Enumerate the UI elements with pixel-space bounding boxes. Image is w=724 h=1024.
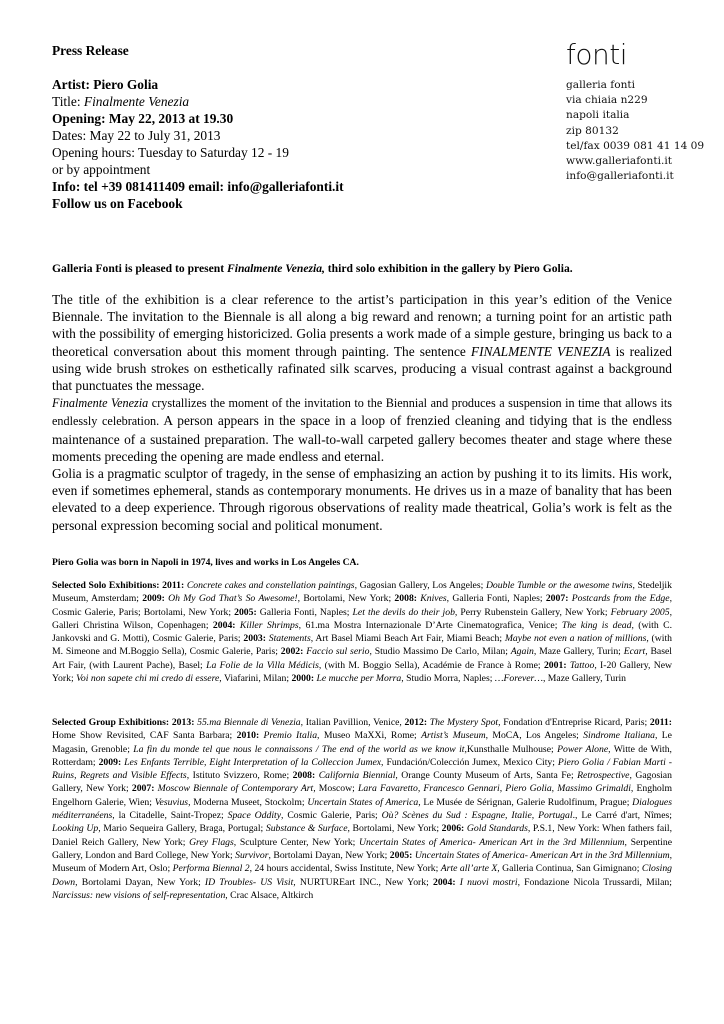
exhibition-venue: , Maze Gallery, Turin;	[533, 646, 624, 658]
gallery-web-link[interactable]: www.galleriafonti.it	[566, 155, 673, 168]
exhibition-venue: , 24 hours accidental, Swiss Institute, New York;	[249, 863, 441, 875]
exhibition-venue: , Art Basel Miami Beach Art Fair, Miami Beach;	[310, 633, 505, 645]
year-colon: :	[262, 633, 269, 645]
gallery-street: via chiaia n229	[566, 94, 648, 107]
exhibition-entry	[235, 850, 390, 861]
exhibition-year: 2004	[212, 619, 233, 631]
exhibition-year: 2004	[432, 876, 453, 888]
exhibition-entry	[133, 744, 557, 755]
exhibition-title: Narcissus: new visions of self-representation	[52, 889, 226, 901]
exhibition-venue: , Museo MaXXi, Rome;	[317, 730, 422, 742]
exhibition-year: 2003	[243, 633, 263, 645]
exhibition-venue: , Galleri Christina Wilson, Copenhagen;	[52, 606, 672, 631]
gallery-zip: zip 80132	[566, 124, 619, 137]
exhibition-title: Space Oddity	[227, 810, 282, 822]
exhibition-venue: , (with M. Simeone and M.Boggio Sella), Cosmic Galerie, Paris;	[52, 633, 673, 658]
exhibition-entry	[172, 717, 405, 728]
exhibition-title: Maybe not even a nation of millions	[504, 633, 647, 645]
exhibition-title: Oh My God That’s So Awesome!	[168, 593, 298, 605]
exhibition-venue: , (with M. Boggio Sella), Académie de France à Rome;	[318, 659, 544, 671]
exhibition-venue: , Cosmic Galerie, Paris;	[281, 810, 382, 822]
exhibition-entry	[441, 863, 642, 874]
exhibition-title: …Forever…	[494, 673, 543, 685]
exhibition-venue: , Moderna Museet, Stockolm;	[188, 796, 308, 808]
exhibition-year: 2007	[131, 783, 152, 795]
exhibition-entry	[189, 837, 359, 848]
exhibition-title: Gold Standards	[466, 823, 528, 835]
exhibition-venue: ., Le Carré d'art, Nîmes;	[572, 810, 672, 822]
exhibition-title: 55.ma Biennale di Venezia,	[197, 717, 304, 728]
intro-line	[52, 262, 672, 275]
year-colon: :	[563, 659, 570, 671]
exhibition-venue: , Museum of Modern Art, Oslo;	[52, 849, 672, 875]
exhibition-venue: , Fondazione Nicola Trussardi, Milan;	[517, 876, 672, 888]
year-colon: :	[668, 717, 672, 728]
exhibition-title: Grey Flags	[189, 836, 234, 848]
exhibition-venue: , la Citadelle, Saint-Tropez;	[112, 810, 228, 822]
exhibition-entry	[243, 633, 504, 644]
exhibition-entry	[132, 783, 358, 794]
group-label: Selected Group Exhibitions:	[52, 717, 172, 728]
year-colon: :	[461, 823, 467, 835]
gallery-name: galleria fonti	[566, 79, 636, 91]
gallery-city: napoli italia	[566, 109, 630, 122]
exhibition-entry	[205, 877, 433, 888]
exhibition-title: Vesuvius	[154, 796, 189, 808]
exhibition-title: Finalmente Venezia	[83, 94, 190, 109]
exhibition-year: 2009	[142, 593, 162, 605]
exhibition-venue: , Orange County Museum of Arts, Santa Fe;	[395, 770, 578, 782]
year-colon: :	[191, 717, 198, 728]
exhibition-entry	[52, 890, 313, 901]
intro-before: Galleria Fonti is pleased to present	[52, 262, 227, 275]
exhibition-year: 2007	[545, 593, 566, 605]
exhibition-venue: , (with C. Jankovski and G. Motti), Cosmic Galerie, Paris;	[52, 619, 672, 645]
exhibition-entry	[237, 730, 422, 741]
exhibition-title: Killer Shrimps	[239, 619, 299, 631]
exhibition-title: Premio Italia	[263, 730, 318, 742]
dates-line: Dates: May 22 to July 31, 2013	[52, 128, 221, 143]
exhibition-title: Postcards from the Edge	[571, 593, 670, 605]
title-line	[52, 93, 472, 110]
year-colon: :	[413, 593, 421, 605]
p1-text-b: is realized using wide brush strokes on esthetically rafinated silk scarves, producing a visual contrast against a background that punctuates the message.	[52, 343, 672, 394]
exhibition-title: Survivor	[235, 849, 269, 861]
exhibition-title: Retrospective	[577, 770, 630, 782]
gallery-email-link[interactable]: info@galleriafonti.it	[566, 170, 674, 183]
title-label: Title:	[52, 94, 84, 109]
exhibition-title: Again	[510, 646, 534, 658]
exhibition-venue: , Bortolami, New York;	[347, 823, 442, 835]
exhibition-venue: , MoCA, Los Angeles;	[485, 730, 584, 742]
exhibition-year: 2006	[441, 823, 462, 835]
exhibition-title: La fin du monde tel que nous le connaissons / The end of the world as we know it,	[133, 743, 467, 755]
exhibition-title: The king is dead	[561, 619, 632, 631]
exhibition-entry	[281, 646, 511, 657]
exhibition-title: Looking Up	[52, 823, 99, 835]
exhibition-title: Let the devils do their job	[352, 606, 455, 618]
exhibition-entry	[421, 730, 583, 741]
exhibition-year: 2012	[404, 717, 424, 728]
exhibition-title: Voi non sapete chi mi credo di essere	[76, 673, 220, 685]
paragraph-1	[52, 291, 672, 394]
exhibition-year: 2009	[98, 756, 118, 768]
exhibition-venue: , Bortolami Dayan, New York;	[75, 876, 205, 888]
fonti-logo: fonti	[566, 38, 627, 71]
exhibition-entry	[206, 660, 544, 671]
exhibition-year: 2000	[291, 673, 311, 685]
exhibition-title: Uncertain States of America- American Art in the 3rd Millennium	[359, 836, 625, 848]
exhibition-title: ID Troubles- US Visit	[204, 876, 294, 888]
exhibition-title: February 2005	[610, 606, 670, 618]
exhibition-venue: , Maze Gallery, Turin	[542, 673, 626, 685]
paragraph-2	[52, 394, 672, 465]
exhibition-title: Artist’s Museum	[421, 730, 486, 742]
exhibition-venue: , Gagosian Gallery, Los Angeles;	[354, 580, 486, 591]
opening-line: Opening: May 22, 2013 at 19.30	[52, 111, 234, 126]
exhibition-venue: , Cosmic Galerie, Paris; Bortolami, New York;	[52, 593, 672, 618]
exhibition-venue: , Viafarini, Milan;	[219, 673, 292, 685]
artist-bio: Piero Golia was born in Napoli in 1974, lives and works in Los Angeles CA.	[52, 557, 359, 568]
exhibition-entry	[291, 673, 494, 684]
press-release-heading: Press Release	[52, 43, 129, 58]
exhibition-venue: , Bortolami, New York;	[297, 593, 395, 605]
exhibition-entry	[433, 877, 672, 888]
gallery-tel: tel/fax 0039 081 41 14 09	[566, 139, 705, 152]
exhibition-entry	[76, 673, 291, 684]
exhibition-venue: , Mario Sequeira Gallery, Braga, Portugal;	[98, 823, 266, 835]
exhibition-venue: , Galleria Continua, San Gimignano;	[497, 863, 642, 875]
p2-text-b: A person appears in the space in a loop of frenzied cleaning and tidying that is the endless maintenance of a sustained preparation. The wall-to-wall carpeted gallery becomes theater and stage where these moments preceding the opening are made endless and eternal.	[52, 413, 672, 464]
exhibition-title: Tattoo	[569, 659, 595, 671]
exhibition-entry	[353, 607, 611, 618]
year-colon: :	[423, 717, 430, 728]
gallery-block	[566, 38, 716, 184]
gallery-contact	[566, 78, 716, 184]
exhibition-year: 2008	[292, 770, 313, 782]
intro-title: Finalmente Venezia,	[226, 262, 325, 275]
exhibition-entry	[52, 823, 266, 834]
exhibition-title: Sindrome Italiana	[583, 730, 655, 742]
paragraph-3: Golia is a pragmatic sculptor of tragedy, in the sense of emphasizing an action by pushing it to its limits. His work, even if sometimes ephemeral, stands as contemporary monuments. He drives us in a maze of banality that has been elevated to a deep experience. Through rigorous observations of reality made theatrical, Golia’s work is felt as the personal expression becoming social and political monument.	[52, 466, 672, 533]
exhibition-venue: , Studio Morra, Naples;	[401, 673, 495, 685]
exhibition-title: California Biennial	[318, 770, 396, 782]
exhibition-entry	[495, 673, 626, 684]
exhibition-title: Le mucche per Morra	[316, 673, 402, 685]
year-colon: :	[409, 849, 415, 861]
exhibition-venue: Italian Pavillion, Venice,	[303, 717, 405, 728]
exhibition-venue: , Bortolami Dayan, New York;	[268, 849, 390, 861]
year-colon: :	[310, 673, 317, 685]
exhibition-entry	[307, 797, 632, 808]
exhibition-venue: , Sculpture Center, New York;	[233, 836, 360, 848]
exhibition-venue: , Le Magasin, Grenoble;	[52, 730, 672, 755]
exhibition-title: Lara Favaretto, Francesco Gennari, Piero Golia, Massimo Grimaldi	[357, 783, 631, 795]
exhibition-venue: , NURTUREart INC., New York;	[293, 876, 433, 888]
exhibition-venue: , Witte de With, Rotterdam;	[52, 743, 672, 768]
exhibition-year: 2013	[171, 717, 192, 728]
exhibition-entry	[162, 580, 486, 591]
exhibition-title: The Mystery Spot,	[429, 717, 501, 728]
exhibition-title: Dialogues méditerranéens	[52, 796, 672, 822]
exhibition-title: Arte all’arte X	[440, 863, 498, 875]
exhibition-venue: Kunsthalle Mulhouse;	[466, 743, 558, 755]
exhibition-title: Knives	[420, 593, 447, 605]
exhibition-title: Concrete cakes and constellation paintings	[186, 580, 355, 591]
exhibition-venue: , Serpentine Gallery, London and Bard College, New York;	[52, 836, 672, 861]
exhibition-year: 2005	[234, 606, 254, 618]
year-colon: :	[253, 606, 260, 618]
year-colon: :	[300, 646, 307, 658]
exhibition-venue: , P.S.1, New York: When fathers fail, Daniel Reich Gallery, New York;	[52, 823, 672, 848]
exhibition-venue: , Gagosian Gallery, New York;	[52, 770, 672, 795]
exhibition-entry	[99, 757, 558, 768]
exhibition-entry	[511, 646, 624, 657]
exhibition-entry	[213, 620, 562, 631]
year-colon: :	[232, 619, 240, 631]
exhibition-title: La Folie de la Villa Médicis	[206, 659, 319, 671]
exhibition-year: 2011	[649, 717, 669, 728]
exhibition-venue: , Fundación/Colección Jumex, Mexico City;	[381, 756, 558, 768]
p1-emphasis: FINALMENTE VENEZIA	[470, 343, 611, 359]
exhibition-title: Double Tumble or the awesome twins	[485, 580, 633, 591]
exhibition-entry	[155, 797, 308, 808]
hours-line: Opening hours: Tuesday to Saturday 12 - 19	[52, 145, 289, 160]
exhibition-venue: , Studio Massimo De Carlo, Milan;	[369, 646, 511, 658]
exhibition-venue: Home Show Revisited, CAF Santa Barbara;	[52, 730, 237, 742]
exhibition-venue: Galleria Fonti, Naples;	[259, 606, 353, 618]
facebook-line: Follow us on Facebook	[52, 196, 183, 211]
exhibition-venue: , Engholm Engelhorn Galerie, Wien;	[52, 783, 672, 808]
year-colon: :	[151, 783, 158, 795]
exhibition-year: 2001	[543, 659, 564, 671]
exhibition-venue: , I-20 Gallery, New York;	[52, 659, 672, 685]
year-colon: :	[452, 876, 460, 888]
group-exhibitions	[52, 716, 672, 902]
exhibition-venue: , Basel Art Fair, (with Laurent Pache), Basel;	[52, 646, 672, 671]
exhibition-venue: , Istituto Svizzero, Rome;	[186, 770, 293, 782]
exhibition-venue: , Perry Rubenstein Gallery, New York;	[454, 606, 611, 618]
year-colon: :	[117, 756, 125, 768]
year-colon: :	[565, 593, 572, 605]
exhibition-title: I nuovi mostri	[459, 876, 518, 888]
exhibition-title: Les Enfants Terrible, Eight Interpretation of la Colleccion Jumex	[124, 756, 382, 768]
solo-exhibitions	[52, 579, 672, 685]
exhibition-entry	[293, 770, 577, 781]
exhibition-title: Closing Down	[52, 863, 673, 888]
info-line: Info: tel +39 081411409 email: info@galleriafonti.it	[52, 179, 344, 194]
exhibition-title: Statements	[268, 633, 311, 645]
exhibition-year: 2010	[236, 730, 256, 742]
exhibition-title: Uncertain States of America- American Art in the 3rd Millennium	[414, 849, 670, 861]
year-colon: :	[312, 770, 319, 782]
exhibition-title: Substance & Surface	[265, 823, 348, 835]
exhibition-year: 2002	[280, 646, 301, 658]
exhibition-title: Où? Scènes du Sud : Espagne, Italie, Portugal	[381, 810, 573, 822]
exhibition-title: Piero Golia / Fabian Marti - Ruins, Regrets and Visible Effects	[52, 756, 672, 782]
body-text	[52, 291, 672, 534]
exhibition-entry	[382, 810, 672, 821]
exhibition-title: Moscow Biennale of Contemporary Art	[157, 783, 314, 795]
exhibition-year: 2008	[394, 593, 414, 605]
exhibition-year: 2005	[389, 849, 410, 861]
year-colon: :	[161, 593, 169, 605]
exhibition-title: Faccio sul serio	[306, 646, 370, 658]
exhibition-title: Ecart	[623, 646, 646, 658]
exhibition-title: Performa Biennal 2	[172, 863, 250, 875]
exhibition-year: 2011	[162, 580, 181, 591]
exhibition-venue: , Crac Alsace, Altkirch	[225, 889, 314, 901]
appointment-line: or by appointment	[52, 162, 151, 177]
exhibition-entry	[142, 593, 394, 604]
exhibition-entry	[234, 607, 352, 618]
exhibition-venue: , 61.ma Mostra Internazionale D’Arte Cinematografica, Venice;	[298, 619, 562, 631]
year-colon: :	[180, 580, 187, 591]
solo-label: Selected Solo Exhibitions:	[52, 580, 163, 591]
exhibition-title: Power Alone	[557, 743, 609, 755]
intro-after: third solo exhibition in the gallery by Piero Golia.	[324, 262, 573, 275]
artist-line: Artist: Piero Golia	[52, 77, 159, 92]
exhibition-entry	[228, 810, 382, 821]
p2-emphasis: Finalmente Venezia	[52, 396, 149, 411]
p1-text-a: The title of the exhibition is a clear reference to the artist’s participation in this year’s edition of the Venice Biennale. The invitation to the Biennale is all along a big reward and renown; a turning point for an artistic path with the possibility of emerging historicized. Golia presents a work made of a simple gesture, bringing us back to a theoretical conversation about this moment through painting. The sentence	[52, 292, 672, 359]
exhibition-entry	[405, 717, 650, 728]
exhibition-entry	[266, 823, 442, 834]
exhibition-title: Uncertain States of America	[307, 796, 419, 808]
p2-text-a: crystallizes the moment of the invitation to the Biennial and produces a suspension in time that allows its endlessly celebration.	[52, 396, 672, 429]
exhibition-venue: Fondation d'Entreprise Ricard, Paris;	[500, 717, 650, 728]
exhibition-entry	[173, 863, 441, 874]
exhibition-entry	[394, 593, 545, 604]
exhibition-venue: , Moscow;	[313, 783, 358, 795]
exhibition-venue: , Galleria Fonti, Naples;	[446, 593, 546, 605]
exhibition-venue: , Le Musée de Sérignan, Galerie Rudolfinum, Prague;	[418, 796, 633, 808]
year-colon: :	[255, 730, 264, 742]
exhibition-venue: , Stedeljik Museum, Amsterdam;	[52, 580, 672, 605]
press-header	[52, 42, 472, 212]
